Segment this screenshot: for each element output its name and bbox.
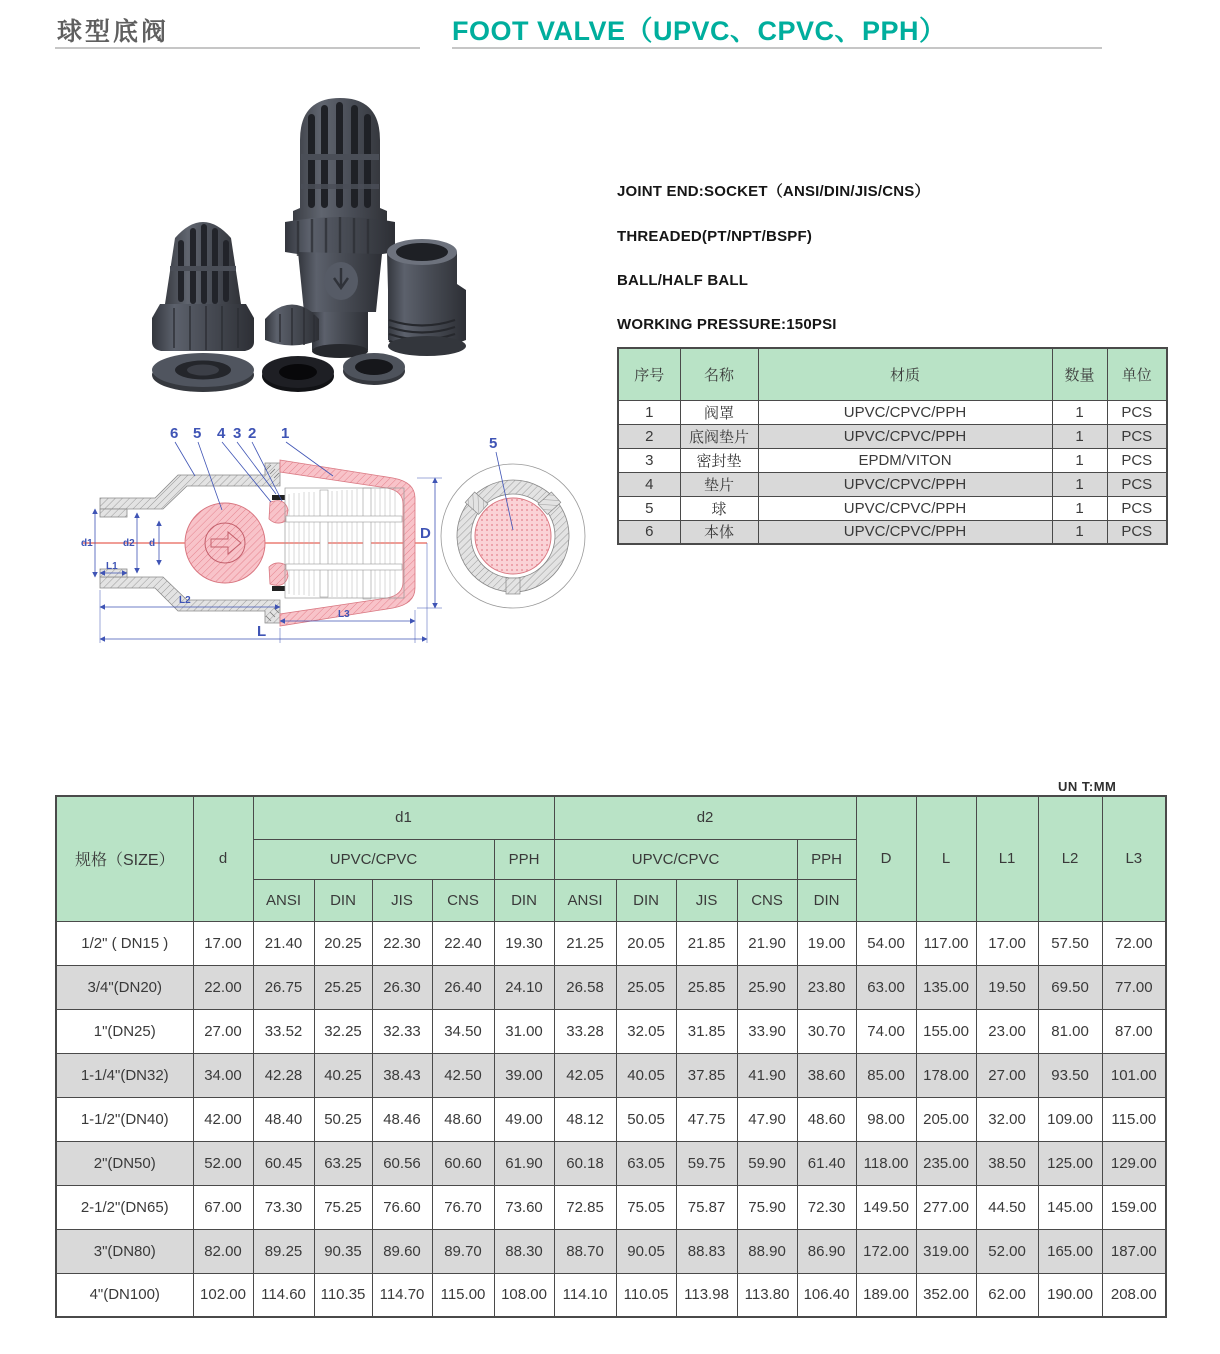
dim-value-cell: 89.25 xyxy=(253,1229,314,1273)
dimension-table-row xyxy=(56,1009,1166,1053)
dim-value-cell: 40.25 xyxy=(314,1053,372,1097)
dim-value-cell: 208.00 xyxy=(1102,1273,1166,1317)
dim-value-cell: 33.28 xyxy=(554,1009,616,1053)
dim-value-cell: 89.60 xyxy=(372,1229,432,1273)
dim-value-cell: 113.98 xyxy=(676,1273,737,1317)
dim-value-cell: 48.46 xyxy=(372,1097,432,1141)
dim-value-cell: 87.00 xyxy=(1102,1009,1166,1053)
dim-value-cell: 102.00 xyxy=(193,1273,253,1317)
dim-size-cell: 1-1/4"(DN32) xyxy=(56,1053,193,1097)
dim-value-cell: 63.25 xyxy=(314,1141,372,1185)
dim-value-cell: 82.00 xyxy=(193,1229,253,1273)
dim-value-cell: 61.90 xyxy=(494,1141,554,1185)
title-underline-right xyxy=(452,47,1102,49)
spec-ball: BALL/HALF BALL xyxy=(617,272,749,289)
dim-size-cell: 3/4"(DN20) xyxy=(56,965,193,1009)
dim-value-cell: 19.30 xyxy=(494,921,554,965)
dim-value-cell: 72.30 xyxy=(797,1185,856,1229)
col-group-pph-d2: PPH xyxy=(797,839,856,879)
col-group-d2: d2 xyxy=(554,796,856,839)
dim-value-cell: 38.43 xyxy=(372,1053,432,1097)
dimension-table-row xyxy=(56,1185,1166,1229)
dim-value-cell: 32.25 xyxy=(314,1009,372,1053)
dim-value-cell: 47.90 xyxy=(737,1097,797,1141)
parts-table-cell: PCS xyxy=(1107,424,1167,448)
dim-value-cell: 205.00 xyxy=(916,1097,976,1141)
dim-value-cell: 352.00 xyxy=(916,1273,976,1317)
dim-size-cell: 2-1/2"(DN65) xyxy=(56,1185,193,1229)
dim-value-cell: 145.00 xyxy=(1038,1185,1102,1229)
dim-value-cell: 38.60 xyxy=(797,1053,856,1097)
dim-value-cell: 98.00 xyxy=(856,1097,916,1141)
page-title-english: FOOT VALVE（UPVC、CPVC、PPH） xyxy=(452,16,947,46)
parts-table-row xyxy=(618,424,1167,448)
dim-value-cell: 86.90 xyxy=(797,1229,856,1273)
parts-table-cell: 1 xyxy=(1052,448,1107,472)
dim-value-cell: 25.90 xyxy=(737,965,797,1009)
dim-value-cell: 60.60 xyxy=(432,1141,494,1185)
dim-value-cell: 60.56 xyxy=(372,1141,432,1185)
dim-value-cell: 165.00 xyxy=(1038,1229,1102,1273)
parts-table-cell: UPVC/CPVC/PPH xyxy=(758,520,1052,544)
dim-value-cell: 32.00 xyxy=(976,1097,1038,1141)
product-photo xyxy=(100,80,520,420)
parts-table-row xyxy=(618,472,1167,496)
dim-value-cell: 75.25 xyxy=(314,1185,372,1229)
dim-value-cell: 61.40 xyxy=(797,1141,856,1185)
page-title-chinese: 球型底阀 xyxy=(57,18,170,46)
parts-table-cell: PCS xyxy=(1107,472,1167,496)
dim-value-cell: 72.00 xyxy=(1102,921,1166,965)
dim-label-l1: L1 xyxy=(106,561,118,572)
standard-col-header: DIN xyxy=(494,879,554,921)
part-number-4: 4 xyxy=(217,425,226,442)
parts-col-header: 单位 xyxy=(1107,348,1167,400)
dim-value-cell: 57.50 xyxy=(1038,921,1102,965)
dim-value-cell: 42.50 xyxy=(432,1053,494,1097)
dim-size-cell: 2"(DN50) xyxy=(56,1141,193,1185)
dim-value-cell: 88.70 xyxy=(554,1229,616,1273)
dimension-table-row xyxy=(56,1097,1166,1141)
dim-value-cell: 26.58 xyxy=(554,965,616,1009)
dim-size-cell: 4"(DN100) xyxy=(56,1273,193,1317)
dim-value-cell: 48.60 xyxy=(432,1097,494,1141)
standard-col-header: DIN xyxy=(797,879,856,921)
parts-table-cell: 5 xyxy=(618,496,680,520)
parts-table-cell: 密封垫 xyxy=(680,448,758,472)
dim-value-cell: 30.70 xyxy=(797,1009,856,1053)
parts-table-cell: UPVC/CPVC/PPH xyxy=(758,496,1052,520)
parts-table xyxy=(617,347,1168,545)
dim-value-cell: 129.00 xyxy=(1102,1141,1166,1185)
dim-value-cell: 113.80 xyxy=(737,1273,797,1317)
dim-value-cell: 26.40 xyxy=(432,965,494,1009)
standard-col-header: DIN xyxy=(616,879,676,921)
dim-value-cell: 135.00 xyxy=(916,965,976,1009)
dim-value-cell: 63.05 xyxy=(616,1141,676,1185)
dim-value-cell: 52.00 xyxy=(976,1229,1038,1273)
dim-value-cell: 85.00 xyxy=(856,1053,916,1097)
dim-value-cell: 50.05 xyxy=(616,1097,676,1141)
dim-value-cell: 48.60 xyxy=(797,1097,856,1141)
dim-value-cell: 27.00 xyxy=(976,1053,1038,1097)
dim-value-cell: 17.00 xyxy=(976,921,1038,965)
parts-table-cell: PCS xyxy=(1107,496,1167,520)
dim-value-cell: 21.90 xyxy=(737,921,797,965)
col-header-L3: L3 xyxy=(1102,796,1166,921)
dim-value-cell: 21.85 xyxy=(676,921,737,965)
dimension-table-row xyxy=(56,921,1166,965)
dim-value-cell: 106.40 xyxy=(797,1273,856,1317)
spec-threaded: THREADED(PT/NPT/BSPF) xyxy=(617,228,813,245)
dim-value-cell: 59.75 xyxy=(676,1141,737,1185)
col-header-L: L xyxy=(916,796,976,921)
spec-text-block xyxy=(617,180,1157,360)
dim-value-cell: 76.70 xyxy=(432,1185,494,1229)
parts-table-cell: 垫片 xyxy=(680,472,758,496)
dimension-table-row xyxy=(56,1141,1166,1185)
dim-size-cell: 1/2" ( DN15 ) xyxy=(56,921,193,965)
parts-table-cell: UPVC/CPVC/PPH xyxy=(758,400,1052,424)
dim-value-cell: 109.00 xyxy=(1038,1097,1102,1141)
dim-value-cell: 114.60 xyxy=(253,1273,314,1317)
dim-value-cell: 118.00 xyxy=(856,1141,916,1185)
parts-table-cell: 1 xyxy=(618,400,680,424)
photo-gasket-ring xyxy=(343,353,405,385)
parts-table-row xyxy=(618,496,1167,520)
dim-value-cell: 277.00 xyxy=(916,1185,976,1229)
dim-value-cell: 81.00 xyxy=(1038,1009,1102,1053)
dim-value-cell: 77.00 xyxy=(1102,965,1166,1009)
dim-value-cell: 39.00 xyxy=(494,1053,554,1097)
dim-label-l2: L2 xyxy=(179,595,191,606)
parts-table-cell: UPVC/CPVC/PPH xyxy=(758,424,1052,448)
part-number-3: 3 xyxy=(233,425,242,442)
photo-gasket-black xyxy=(262,356,334,392)
dim-value-cell: 22.00 xyxy=(193,965,253,1009)
parts-table-cell: 球 xyxy=(680,496,758,520)
dim-label-d: d xyxy=(149,538,156,549)
dim-value-cell: 25.05 xyxy=(616,965,676,1009)
dim-value-cell: 110.35 xyxy=(314,1273,372,1317)
col-header-d: d xyxy=(193,796,253,921)
dim-value-cell: 74.00 xyxy=(856,1009,916,1053)
dim-value-cell: 67.00 xyxy=(193,1185,253,1229)
parts-table-cell: 1 xyxy=(1052,424,1107,448)
dim-value-cell: 40.05 xyxy=(616,1053,676,1097)
dim-value-cell: 108.00 xyxy=(494,1273,554,1317)
dim-value-cell: 73.30 xyxy=(253,1185,314,1229)
title-underline-left xyxy=(55,47,420,49)
dimension-table-row xyxy=(56,965,1166,1009)
dim-value-cell: 20.05 xyxy=(616,921,676,965)
parts-col-header: 序号 xyxy=(618,348,680,400)
dim-label-l3: L3 xyxy=(338,609,350,620)
col-group-d1: d1 xyxy=(253,796,554,839)
dim-value-cell: 114.10 xyxy=(554,1273,616,1317)
photo-right-adapter xyxy=(387,239,466,356)
dim-value-cell: 33.52 xyxy=(253,1009,314,1053)
dim-value-cell: 42.00 xyxy=(193,1097,253,1141)
standard-col-header: CNS xyxy=(737,879,797,921)
ball-section xyxy=(185,503,265,583)
dim-value-cell: 44.50 xyxy=(976,1185,1038,1229)
dim-value-cell: 88.83 xyxy=(676,1229,737,1273)
dim-value-cell: 62.00 xyxy=(976,1273,1038,1317)
parts-table-cell: UPVC/CPVC/PPH xyxy=(758,472,1052,496)
parts-table-row xyxy=(618,400,1167,424)
standard-col-header: ANSI xyxy=(253,879,314,921)
dim-value-cell: 76.60 xyxy=(372,1185,432,1229)
dim-value-cell: 172.00 xyxy=(856,1229,916,1273)
dim-label-d-big: D xyxy=(420,525,431,542)
dim-value-cell: 190.00 xyxy=(1038,1273,1102,1317)
dim-value-cell: 90.05 xyxy=(616,1229,676,1273)
dim-value-cell: 26.75 xyxy=(253,965,314,1009)
parts-table-cell: 阀罩 xyxy=(680,400,758,424)
dim-value-cell: 32.05 xyxy=(616,1009,676,1053)
parts-table-cell: PCS xyxy=(1107,400,1167,424)
dim-value-cell: 42.28 xyxy=(253,1053,314,1097)
dimension-table-row xyxy=(56,1053,1166,1097)
dim-value-cell: 32.33 xyxy=(372,1009,432,1053)
dim-value-cell: 25.85 xyxy=(676,965,737,1009)
part-number-1: 1 xyxy=(281,425,290,442)
dim-value-cell: 50.25 xyxy=(314,1097,372,1141)
dim-label-d1: d1 xyxy=(81,538,93,549)
dim-value-cell: 27.00 xyxy=(193,1009,253,1053)
dim-size-cell: 1"(DN25) xyxy=(56,1009,193,1053)
dim-value-cell: 93.50 xyxy=(1038,1053,1102,1097)
dim-value-cell: 72.85 xyxy=(554,1185,616,1229)
section-view-circle xyxy=(441,435,585,608)
dim-value-cell: 37.85 xyxy=(676,1053,737,1097)
dim-value-cell: 235.00 xyxy=(916,1141,976,1185)
parts-table-row xyxy=(618,520,1167,544)
parts-table-cell: 3 xyxy=(618,448,680,472)
dim-value-cell: 26.30 xyxy=(372,965,432,1009)
col-group-pph-d1: PPH xyxy=(494,839,554,879)
dim-value-cell: 48.12 xyxy=(554,1097,616,1141)
dim-value-cell: 63.00 xyxy=(856,965,916,1009)
dim-value-cell: 52.00 xyxy=(193,1141,253,1185)
dim-value-cell: 59.90 xyxy=(737,1141,797,1185)
dim-value-cell: 19.00 xyxy=(797,921,856,965)
col-group-upvc-d2: UPVC/CPVC xyxy=(554,839,797,879)
dim-value-cell: 24.10 xyxy=(494,965,554,1009)
dim-value-cell: 34.50 xyxy=(432,1009,494,1053)
technical-drawing xyxy=(75,418,615,653)
dim-value-cell: 155.00 xyxy=(916,1009,976,1053)
dim-value-cell: 69.50 xyxy=(1038,965,1102,1009)
dim-value-cell: 31.00 xyxy=(494,1009,554,1053)
parts-table-cell: 1 xyxy=(1052,472,1107,496)
dim-value-cell: 115.00 xyxy=(1102,1097,1166,1141)
part-number-5: 5 xyxy=(193,425,202,442)
dimension-table-row xyxy=(56,1273,1166,1317)
dim-value-cell: 41.90 xyxy=(737,1053,797,1097)
spec-pressure: WORKING PRESSURE:150PSI xyxy=(617,316,837,333)
parts-col-header: 材质 xyxy=(758,348,1052,400)
col-header-L2: L2 xyxy=(1038,796,1102,921)
parts-table-cell: 1 xyxy=(1052,520,1107,544)
dim-value-cell: 110.05 xyxy=(616,1273,676,1317)
parts-table-cell: 1 xyxy=(1052,400,1107,424)
parts-table-cell: EPDM/VITON xyxy=(758,448,1052,472)
dim-value-cell: 114.70 xyxy=(372,1273,432,1317)
dim-value-cell: 319.00 xyxy=(916,1229,976,1273)
dim-value-cell: 60.45 xyxy=(253,1141,314,1185)
dim-value-cell: 73.60 xyxy=(494,1185,554,1229)
unit-note: UN T:MM xyxy=(1058,779,1117,794)
dim-value-cell: 21.25 xyxy=(554,921,616,965)
parts-col-header: 名称 xyxy=(680,348,758,400)
parts-table-cell: PCS xyxy=(1107,520,1167,544)
dim-value-cell: 23.00 xyxy=(976,1009,1038,1053)
dim-value-cell: 101.00 xyxy=(1102,1053,1166,1097)
col-header-D: D xyxy=(856,796,916,921)
dim-value-cell: 60.18 xyxy=(554,1141,616,1185)
spec-joint-end: JOINT END:SOCKET（ANSI/DIN/JIS/CNS） xyxy=(617,183,930,200)
dim-label-l: L xyxy=(257,623,267,640)
dim-value-cell: 22.40 xyxy=(432,921,494,965)
dimension-table xyxy=(55,795,1167,1318)
dim-value-cell: 33.90 xyxy=(737,1009,797,1053)
standard-col-header: DIN xyxy=(314,879,372,921)
dim-value-cell: 25.25 xyxy=(314,965,372,1009)
dim-value-cell: 19.50 xyxy=(976,965,1038,1009)
parts-table-cell: 本体 xyxy=(680,520,758,544)
dim-value-cell: 48.40 xyxy=(253,1097,314,1141)
dim-value-cell: 149.50 xyxy=(856,1185,916,1229)
dim-header-row-1 xyxy=(56,796,1166,839)
dim-value-cell: 20.25 xyxy=(314,921,372,965)
dim-value-cell: 31.85 xyxy=(676,1009,737,1053)
parts-table-cell: 4 xyxy=(618,472,680,496)
parts-table-cell: 1 xyxy=(1052,496,1107,520)
dim-value-cell: 75.87 xyxy=(676,1185,737,1229)
parts-table-cell: PCS xyxy=(1107,448,1167,472)
dim-value-cell: 75.05 xyxy=(616,1185,676,1229)
parts-table-cell: 底阀垫片 xyxy=(680,424,758,448)
dim-value-cell: 189.00 xyxy=(856,1273,916,1317)
dim-value-cell: 90.35 xyxy=(314,1229,372,1273)
parts-table-cell: 6 xyxy=(618,520,680,544)
dim-value-cell: 22.30 xyxy=(372,921,432,965)
standard-col-header: JIS xyxy=(372,879,432,921)
col-header-L1: L1 xyxy=(976,796,1038,921)
part-number-2: 2 xyxy=(248,425,257,442)
col-header-size: 规格（SIZE） xyxy=(56,796,193,921)
parts-col-header: 数量 xyxy=(1052,348,1107,400)
standard-col-header: JIS xyxy=(676,879,737,921)
dim-value-cell: 38.50 xyxy=(976,1141,1038,1185)
parts-table-header-row xyxy=(618,348,1167,400)
dim-value-cell: 178.00 xyxy=(916,1053,976,1097)
part-number-6: 6 xyxy=(170,425,179,442)
standard-col-header: ANSI xyxy=(554,879,616,921)
col-group-upvc-d1: UPVC/CPVC xyxy=(253,839,494,879)
dim-value-cell: 54.00 xyxy=(856,921,916,965)
dim-value-cell: 23.80 xyxy=(797,965,856,1009)
dim-value-cell: 115.00 xyxy=(432,1273,494,1317)
dim-value-cell: 159.00 xyxy=(1102,1185,1166,1229)
dim-value-cell: 17.00 xyxy=(193,921,253,965)
dim-value-cell: 89.70 xyxy=(432,1229,494,1273)
dim-value-cell: 88.90 xyxy=(737,1229,797,1273)
dim-size-cell: 3"(DN80) xyxy=(56,1229,193,1273)
dim-value-cell: 125.00 xyxy=(1038,1141,1102,1185)
dim-value-cell: 47.75 xyxy=(676,1097,737,1141)
standard-col-header: CNS xyxy=(432,879,494,921)
photo-left-strainer xyxy=(152,222,254,392)
dim-value-cell: 187.00 xyxy=(1102,1229,1166,1273)
dim-size-cell: 1-1/2"(DN40) xyxy=(56,1097,193,1141)
dim-value-cell: 117.00 xyxy=(916,921,976,965)
section-label-5: 5 xyxy=(489,435,498,452)
dim-value-cell: 49.00 xyxy=(494,1097,554,1141)
dim-value-cell: 42.05 xyxy=(554,1053,616,1097)
parts-table-cell: 2 xyxy=(618,424,680,448)
dim-value-cell: 21.40 xyxy=(253,921,314,965)
dim-value-cell: 88.30 xyxy=(494,1229,554,1273)
dim-label-d2: d2 xyxy=(123,538,135,549)
parts-table-row xyxy=(618,448,1167,472)
dim-value-cell: 75.90 xyxy=(737,1185,797,1229)
dim-value-cell: 34.00 xyxy=(193,1053,253,1097)
dimension-table-row xyxy=(56,1229,1166,1273)
